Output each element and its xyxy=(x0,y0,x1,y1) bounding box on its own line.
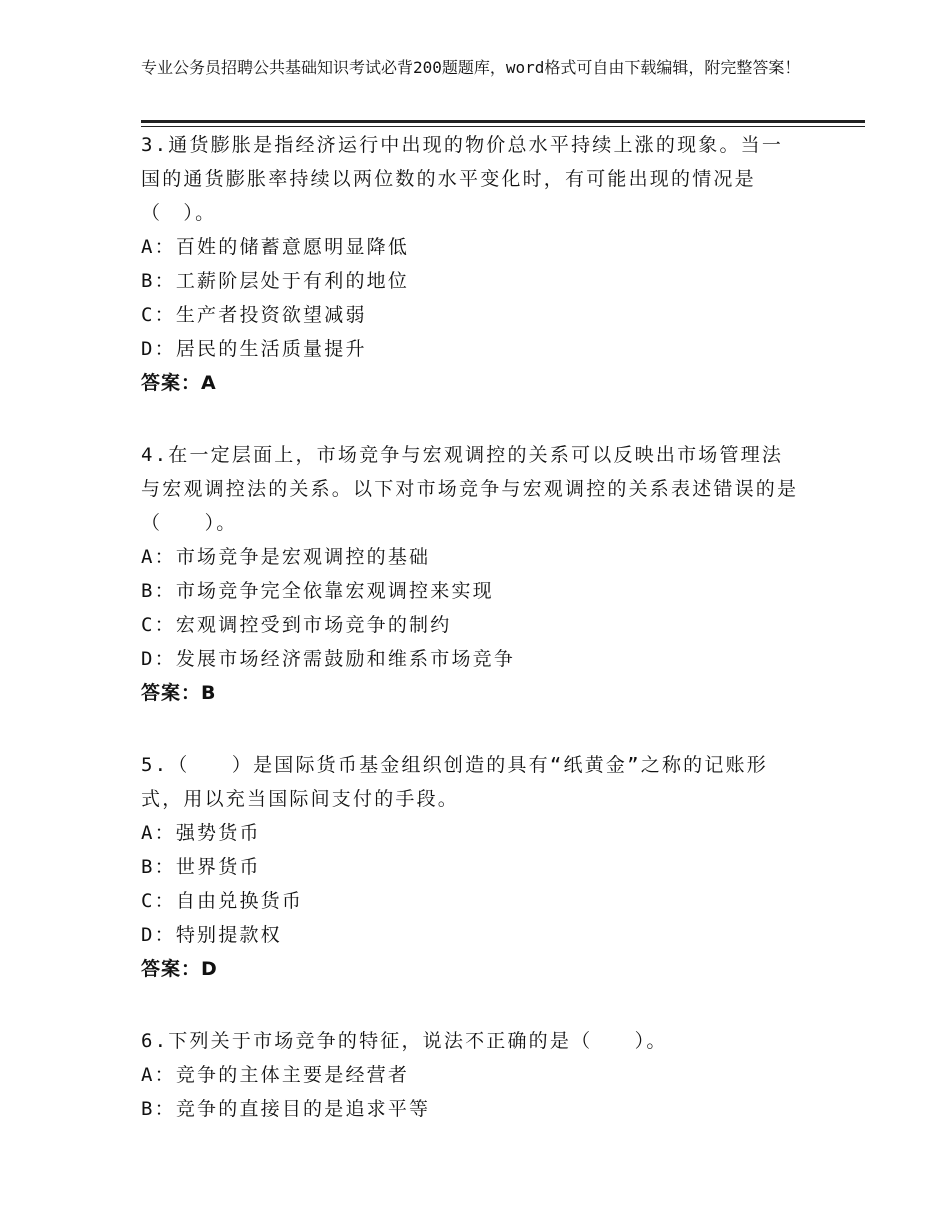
option-a: A：百姓的储蓄意愿明显降低 xyxy=(141,236,410,258)
answer-label: 答案：B xyxy=(141,682,217,704)
question-4 xyxy=(141,438,801,710)
option-c: C：生产者投资欲望减弱 xyxy=(141,304,367,326)
question-3 xyxy=(141,128,801,400)
option-b: B：工薪阶层处于有利的地位 xyxy=(141,270,410,292)
header-rule-thick xyxy=(141,120,865,123)
question-stem: 6.下列关于市场竞争的特征，说法不正确的是（ ）。 xyxy=(141,1030,668,1052)
document-header: 专业公务员招聘公共基础知识考试必背200题题库，word格式可自由下载编辑，附完整答案！ xyxy=(141,58,801,77)
option-b: B：世界货币 xyxy=(141,856,261,878)
option-a: A：竞争的主体主要是经营者 xyxy=(141,1064,410,1086)
question-stem: 5.（ ）是国际货币基金组织创造的具有“纸黄金”之称的记账形式，用以充当国际间支付的手段。 xyxy=(141,754,768,810)
question-stem: 4.在一定层面上，市场竞争与宏观调控的关系可以反映出市场管理法与宏观调控法的关系。以下对市场竞争与宏观调控的关系表述错误的是（ ）。 xyxy=(141,444,799,534)
question-6 xyxy=(141,1024,801,1126)
option-d: D：特别提款权 xyxy=(141,924,282,946)
answer-label: 答案：D xyxy=(141,958,218,980)
answer-label: 答案：A xyxy=(141,372,217,394)
question-stem: 3.通货膨胀是指经济运行中出现的物价总水平持续上涨的现象。当一国的通货膨胀率持续以两位数的水平变化时，有可能出现的情况是（ ）。 xyxy=(141,134,784,224)
option-b: B：市场竞争完全依靠宏观调控来实现 xyxy=(141,580,494,602)
option-c: C：宏观调控受到市场竞争的制约 xyxy=(141,614,452,636)
question-5 xyxy=(141,748,801,986)
option-c: C：自由兑换货币 xyxy=(141,890,304,912)
header-rule-thin xyxy=(141,126,865,127)
option-a: A：强势货币 xyxy=(141,822,261,844)
question-list xyxy=(141,128,801,1164)
option-d: D：发展市场经济需鼓励和维系市场竞争 xyxy=(141,648,516,670)
option-a: A：市场竞争是宏观调控的基础 xyxy=(141,546,431,568)
option-b: B：竞争的直接目的是追求平等 xyxy=(141,1098,431,1120)
option-d: D：居民的生活质量提升 xyxy=(141,338,367,360)
